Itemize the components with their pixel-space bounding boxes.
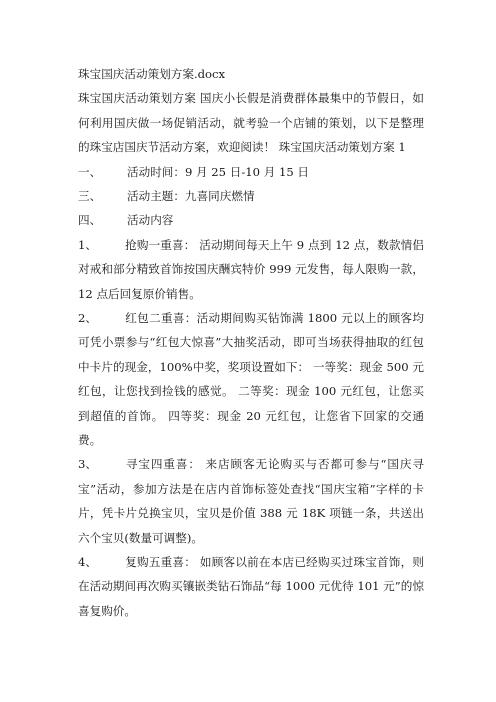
section-theme — [78, 184, 424, 208]
list-item — [78, 550, 424, 623]
intro-paragraph: 珠宝国庆活动策划方案 国庆小长假是消费群体最集中的节假日，如何利用国庆做一场促销活动，就考验一个店铺的策划，以下是整理的珠宝店国庆节活动方案，欢迎阅读！ 珠宝国庆活动策划方案 1 — [78, 91, 424, 155]
section-time — [78, 160, 424, 184]
item-number: 1、 — [78, 237, 97, 252]
section-text: 活动时间：9 月 25 日-10 月 15 日 — [127, 164, 310, 179]
item-text: 抢购一重喜： 活动期间每天上午 9 点到 12 点，数款情侣对戒和部分精致首饰按国庆酬宾特价 999 元发售，每人限购一款，12 点后回复原价销售。 — [78, 237, 424, 301]
item-number: 4、 — [78, 555, 97, 570]
document-title: 珠宝国庆活动策划方案.docx — [78, 67, 226, 81]
item-text: 复购五重喜： 如顾客以前在本店已经购买过珠宝首饰，则在活动期间再次购买镶嵌类钻石饰品“每 1000 元优待 101 元”的惊喜复购价。 — [78, 555, 424, 618]
item-text: 红包二重喜：活动期间购买钻饰满 1800 元以上的顾客均可凭小票参与“红包大惊喜”大抽奖活动，即可当场获得抽取的红包中卡片的现金，100%中奖，奖项设置如下： 一等奖：现金 500 元红包，让您找到捡钱的感觉。 二等奖：现金 100 元红包，让您买到超值的首饰。 四等奖：现金 20 元红包，让您省下回家的交通费。 — [78, 311, 424, 448]
list-item — [78, 233, 424, 306]
section-text: 活动内容 — [127, 213, 174, 228]
section-number: 四、 — [78, 213, 102, 228]
item-text: 寻宝四重喜： 来店顾客无论购买与否都可参与“国庆寻宝”活动，参加方法是在店内首饰标签处查找“国庆宝箱”字样的卡片，凭卡片兑换宝贝，宝贝是价值 388 元 18K 项链一条，共送出六个宝贝(数量可调整)。 — [78, 457, 424, 545]
document-page — [78, 62, 424, 623]
section-number: 一、 — [78, 164, 102, 179]
list-item — [78, 306, 424, 452]
section-text: 活动主题：九喜同庆燃情 — [127, 189, 255, 203]
section-content — [78, 208, 424, 232]
item-number: 3、 — [78, 457, 97, 472]
item-number: 2、 — [78, 311, 97, 325]
section-number: 三、 — [78, 189, 102, 203]
list-item — [78, 452, 424, 550]
